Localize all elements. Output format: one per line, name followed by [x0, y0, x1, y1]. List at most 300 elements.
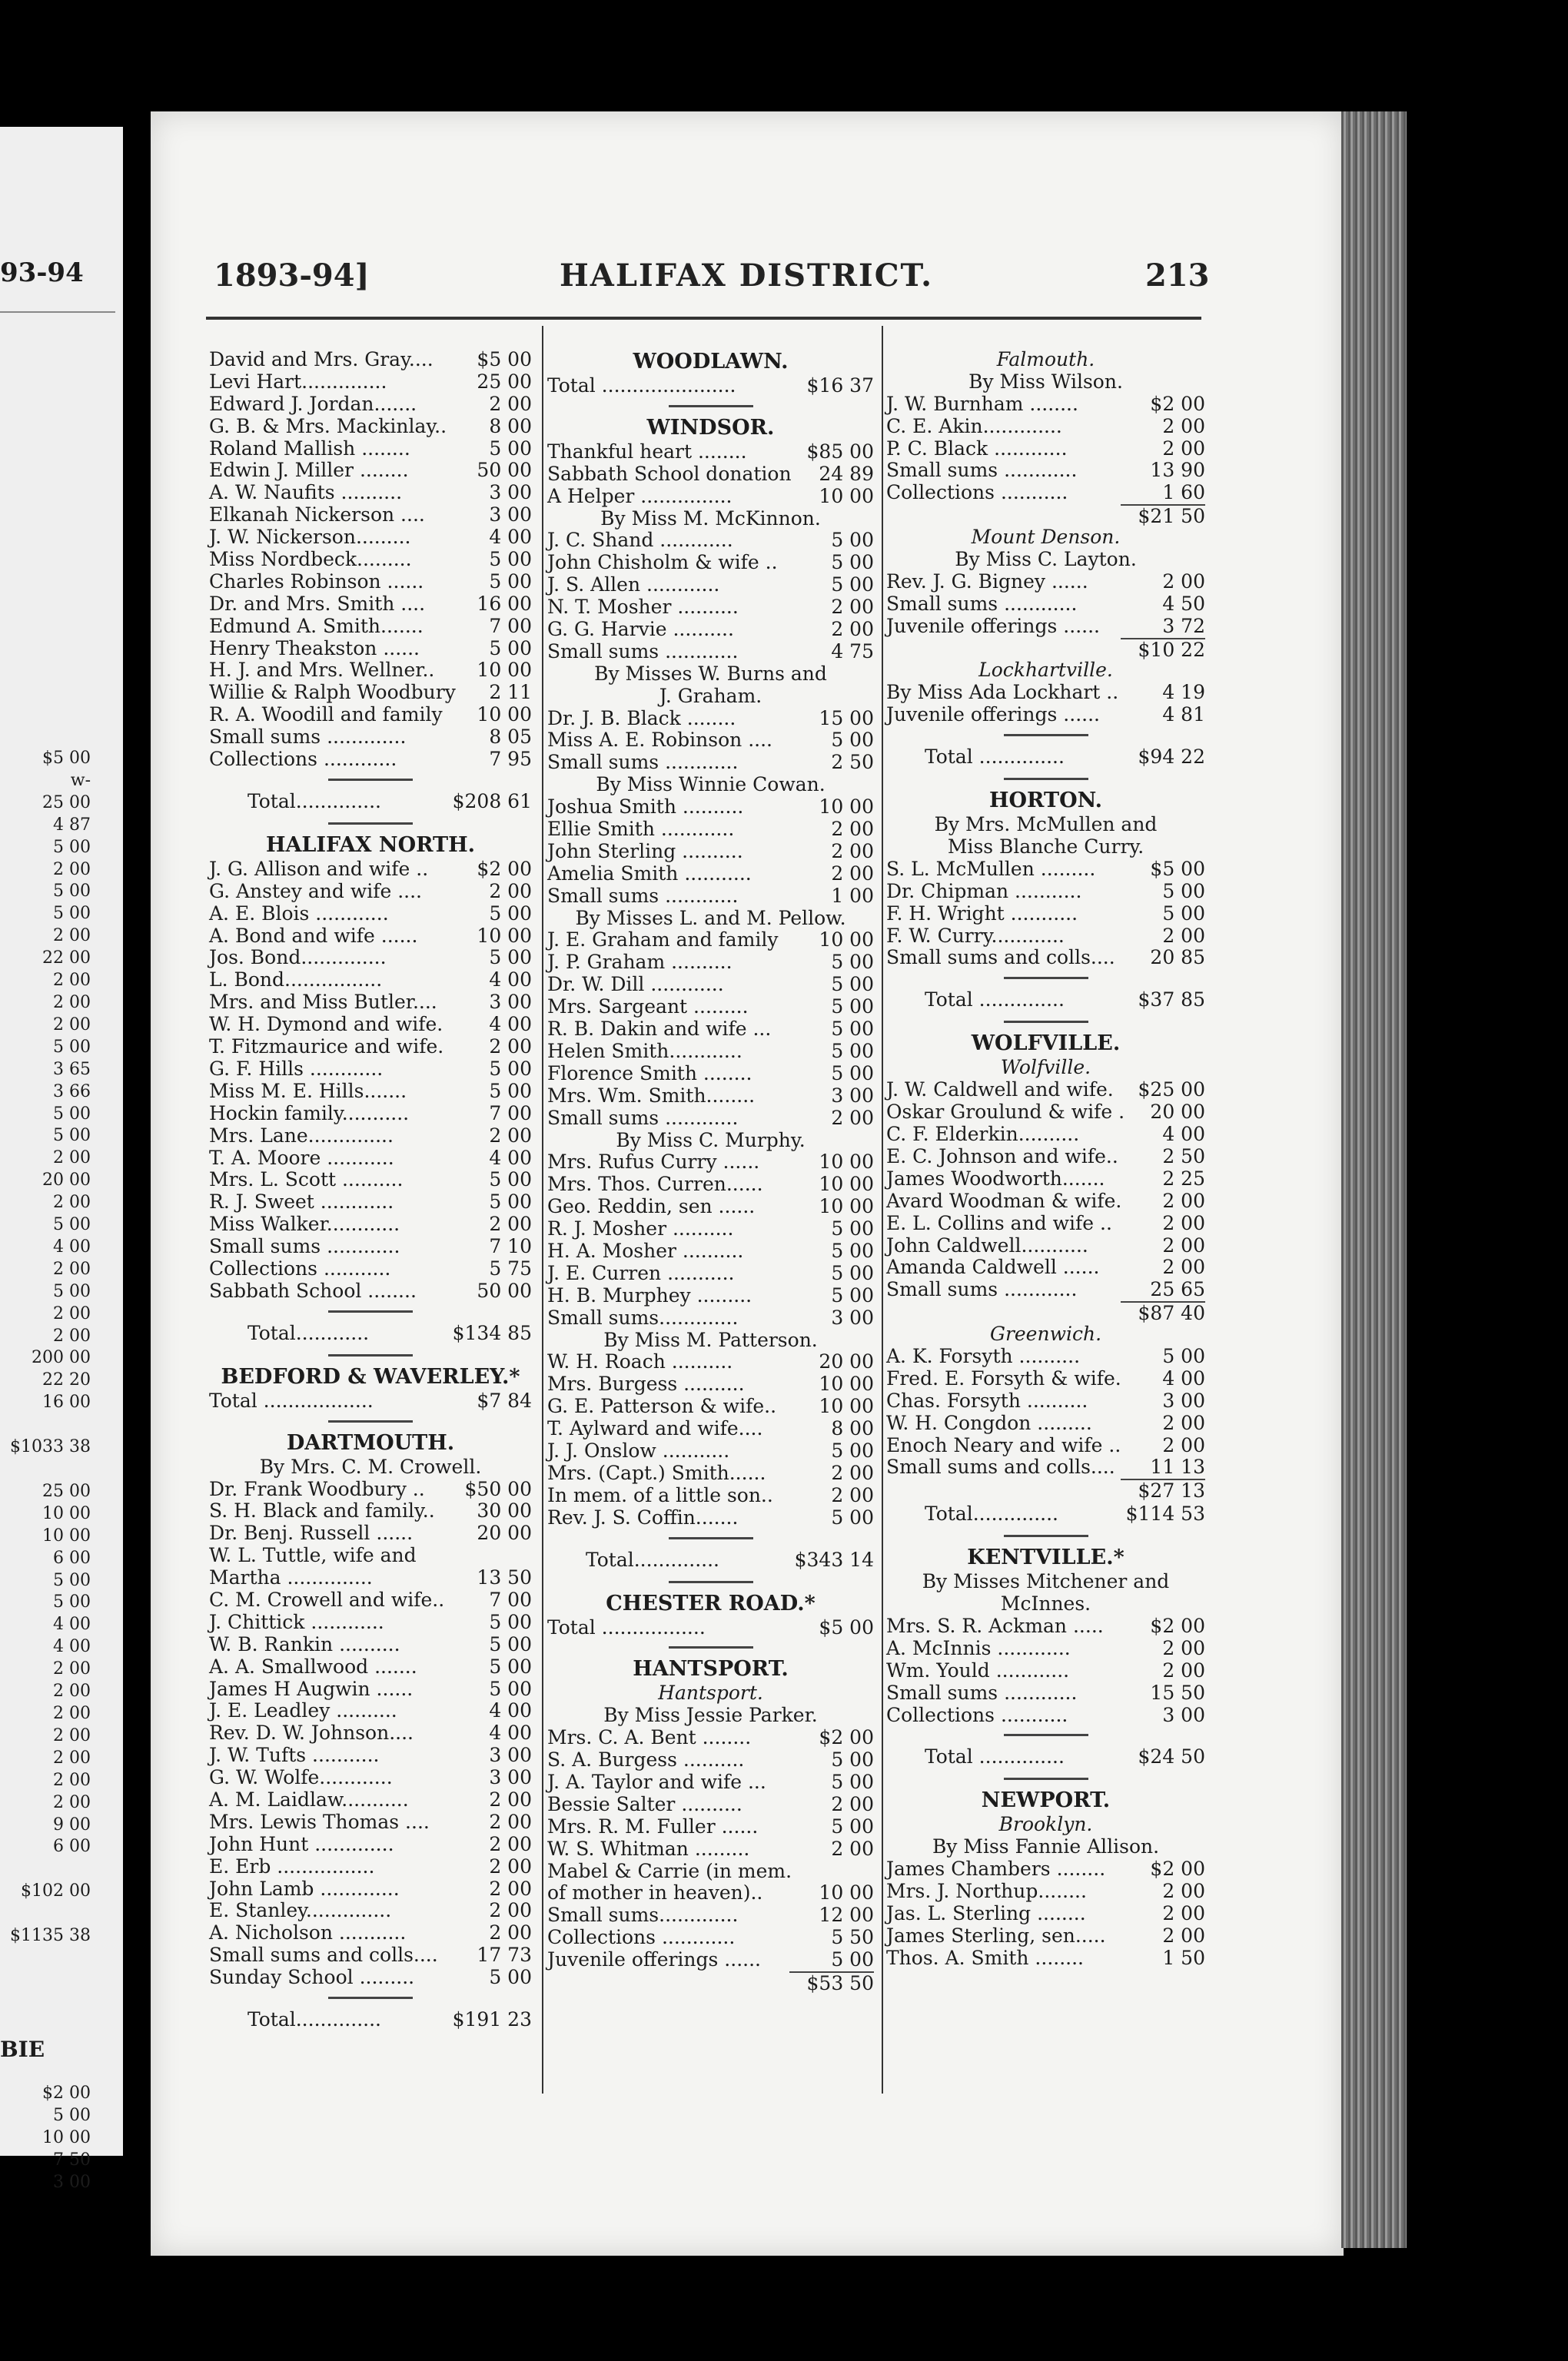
entry-name: A. A. Smallwood .......	[209, 1655, 417, 1678]
entry-amount: 2 00	[1162, 1636, 1205, 1659]
entry-amount: 5 00	[831, 1217, 874, 1240]
total-row: Total .............. $24 50	[925, 1745, 1205, 1768]
entry-name: Willie & Ralph Woodbury	[209, 681, 456, 704]
rule	[328, 1420, 413, 1423]
amount-line: 25 00	[42, 1481, 91, 1501]
entry-name: Mrs. Rufus Curry ......	[547, 1151, 760, 1174]
total-row: Total.............. $191 23	[247, 2008, 532, 2031]
amount-line: 2 00	[53, 1703, 91, 1723]
entry-amount	[812, 1861, 874, 1883]
entry-name: A. K. Forsyth ..........	[886, 1344, 1081, 1367]
entry-name: Dr. Chipman ...........	[886, 879, 1082, 902]
amount-line: 2 00	[53, 1725, 91, 1745]
entry-name: of mother in heaven)..	[547, 1881, 763, 1904]
amount-line: 2 00	[53, 1682, 91, 1702]
amount-line: 2 00	[53, 1770, 91, 1790]
amount-line: 200 00	[32, 1348, 91, 1368]
entry-name: In mem. of a little son..	[547, 1483, 773, 1506]
amount-line: 5 00	[53, 1126, 91, 1146]
book-page-edges	[1341, 111, 1407, 2248]
entry-name: W. L. Tuttle, wife and	[209, 1544, 417, 1567]
total-row: Total............ $134 85	[247, 1321, 532, 1344]
rule	[669, 1581, 753, 1583]
entry-amount: 5 00	[831, 529, 874, 552]
list-item	[547, 1085, 874, 1107]
entry-name: C. F. Elderkin..........	[886, 1123, 1080, 1146]
amount-line: 22 00	[42, 948, 91, 968]
list-item	[886, 947, 1205, 969]
list-item	[547, 641, 874, 663]
entry-amount: 24 89	[819, 462, 874, 485]
entry-amount: $2 00	[1150, 1614, 1205, 1637]
entry-amount: 4 00	[489, 1013, 532, 1036]
entry-amount: $2 00	[1150, 392, 1205, 415]
list-item	[547, 1396, 874, 1418]
entry-amount: 2 00	[489, 1810, 532, 1833]
amount-line: 4 87	[53, 815, 91, 835]
collector-line: By Misses Mitchener and	[922, 1570, 1170, 1593]
entry-name: J. G. Allison and wife ..	[209, 857, 429, 880]
list-item	[547, 819, 874, 841]
column-3	[886, 349, 1205, 1970]
entry-amount: 5 00	[831, 1261, 874, 1284]
entry-amount: 2 00	[489, 1899, 532, 1922]
amount-line: 22 20	[42, 1370, 91, 1390]
entry-name: James Chambers ........	[886, 1858, 1106, 1881]
entry-amount: 30 00	[477, 1499, 532, 1523]
entry-name: Small sums.............	[547, 1306, 739, 1329]
entry-name: Levi Hart..............	[209, 370, 387, 393]
list-item	[547, 885, 874, 908]
total-row: Total.............. $343 14	[586, 1548, 874, 1571]
list-item	[547, 1218, 874, 1240]
rule	[1004, 1021, 1088, 1023]
list-item	[209, 571, 532, 593]
entry-amount: 4 00	[1162, 1123, 1205, 1146]
list-item	[886, 1390, 1205, 1413]
entry-name: Mrs. J. Northup........	[886, 1880, 1087, 1903]
rule	[669, 1537, 753, 1539]
entry-name: Miss Walker............	[209, 1213, 400, 1236]
entry-name: Sabbath School donation	[547, 462, 792, 485]
column-2	[547, 349, 874, 1994]
list-item	[886, 925, 1205, 948]
total-row: Total.............. $114 53	[925, 1503, 1205, 1526]
list-item	[547, 1240, 874, 1263]
list-item	[886, 1435, 1205, 1457]
list-item	[209, 438, 532, 460]
column-divider-1	[542, 326, 543, 2094]
entry-amount: 5 00	[831, 1506, 874, 1529]
entry-name: G. Anstey and wife ....	[209, 879, 423, 902]
list-item	[209, 858, 532, 881]
amount-line: 2 00	[53, 1792, 91, 1812]
entry-amount: 5 00	[489, 437, 532, 460]
list-item	[547, 1418, 874, 1440]
list-item	[547, 1373, 874, 1396]
subtotal: $10 22	[886, 638, 1205, 660]
entry-amount: 2 00	[831, 618, 874, 641]
entry-name: Small sums and colls....	[209, 1944, 438, 1967]
header-rule	[206, 317, 1201, 320]
list-item	[209, 1036, 532, 1058]
entry-name: By Miss Ada Lockhart ..	[886, 681, 1119, 704]
list-item	[209, 1103, 532, 1125]
list-item	[547, 796, 874, 819]
amount-line: 2 00	[53, 971, 91, 991]
entry-name: J. E. Curren ...........	[547, 1261, 735, 1284]
entry-name: Geo. Reddin, sen ......	[547, 1195, 756, 1218]
amount-line: 20 00	[42, 1171, 91, 1190]
amount-line	[0, 1858, 91, 1881]
entry-amount: 3 00	[489, 1766, 532, 1789]
list-item	[886, 903, 1205, 925]
amount-line: 2 00	[53, 1303, 91, 1323]
entry-name: Mrs. and Miss Butler....	[209, 991, 437, 1014]
entry-name: Small sums ............	[547, 884, 739, 907]
list-item	[547, 1285, 874, 1307]
list-item	[209, 1834, 532, 1856]
entry-amount: 12 00	[819, 1904, 874, 1927]
list-item	[547, 1174, 874, 1196]
list-item	[547, 552, 874, 574]
entry-amount: 1 50	[1162, 1946, 1205, 1969]
entry-name: Mrs. Lewis Thomas ....	[209, 1810, 430, 1833]
collector-line: By Miss Winnie Cowan.	[596, 773, 826, 796]
rule	[1004, 1734, 1088, 1736]
amount-line: 6 00	[53, 1837, 91, 1857]
entry-amount: 8 00	[489, 414, 532, 437]
entry-amount: 8 00	[831, 1417, 874, 1440]
section-heading: WINDSOR.	[646, 415, 775, 440]
entry-name: G. E. Patterson & wife..	[547, 1395, 777, 1418]
list-item	[547, 1949, 874, 1971]
total-row: Total ................. $5 00	[547, 1616, 874, 1639]
entry-name: Thankful heart ........	[547, 440, 747, 463]
entry-name: Chas. Forsyth ..........	[886, 1389, 1088, 1412]
list-item	[209, 925, 532, 948]
amount-line: $2 00	[42, 2084, 91, 2103]
entry-name: G. F. Hills ............	[209, 1057, 384, 1080]
entry-amount: 2 11	[489, 681, 532, 704]
entry-amount: 2 00	[831, 1483, 874, 1506]
collector-line: By Mrs. C. M. Crowell.	[259, 1455, 482, 1478]
entry-name: Mrs. L. Scott ..........	[209, 1168, 404, 1191]
entry-amount: 2 00	[1162, 1411, 1205, 1434]
entry-name: Mrs. Thos. Curren......	[547, 1173, 763, 1196]
list-item	[209, 371, 532, 394]
list-item	[886, 1660, 1205, 1682]
list-item	[209, 659, 532, 682]
list-item	[209, 638, 532, 660]
amount-line: 5 00	[53, 882, 91, 902]
entry-name: L. Bond................	[209, 968, 383, 991]
entry-amount: 17 73	[477, 1944, 532, 1967]
list-item	[547, 1307, 874, 1330]
amount-line: 7 50	[53, 2150, 91, 2170]
entry-amount: 5 00	[831, 1948, 874, 1971]
entry-amount: $25 00	[1138, 1078, 1205, 1101]
entry-name: Ellie Smith ............	[547, 818, 735, 841]
list-item	[209, 947, 532, 969]
entry-name: Collections ...........	[209, 1257, 391, 1280]
entry-amount: 5 00	[831, 995, 874, 1018]
entry-name: Hockin family...........	[209, 1101, 410, 1124]
list-item	[547, 752, 874, 774]
entry-name: Dr. J. B. Black ........	[547, 706, 736, 729]
entry-amount: 4 00	[489, 1722, 532, 1745]
amount-line: 5 00	[53, 1215, 91, 1235]
amount-line: 5 00	[53, 1281, 91, 1301]
rule	[1004, 734, 1088, 736]
list-item	[209, 1523, 532, 1545]
entry-amount: 13 90	[1150, 459, 1205, 482]
amount-line: 2 00	[53, 992, 91, 1012]
list-item	[886, 616, 1205, 638]
previous-page-header: 93-94	[0, 257, 84, 288]
list-item	[209, 1014, 532, 1036]
entry-amount	[470, 1545, 532, 1567]
collector-line: By Miss M. McKinnon.	[600, 506, 821, 530]
entry-name: A. Nicholson ...........	[209, 1921, 407, 1944]
entry-name: Mrs. C. A. Bent ........	[547, 1726, 752, 1749]
collector-line: By Miss C. Murphy.	[616, 1128, 806, 1151]
list-item	[886, 416, 1205, 438]
list-item	[547, 1196, 874, 1218]
list-item	[209, 460, 532, 482]
collector-line: By Miss Fannie Allison.	[932, 1835, 1160, 1858]
entry-amount: 1 60	[1162, 481, 1205, 504]
list-item	[209, 682, 532, 704]
entry-amount: 5 00	[831, 1815, 874, 1838]
entry-amount: 2 25	[1162, 1167, 1205, 1190]
entry-amount: 2 00	[1162, 924, 1205, 947]
entry-name: Small sums and colls....	[886, 1456, 1115, 1479]
list-item	[209, 969, 532, 991]
list-item	[209, 1679, 532, 1701]
entry-amount: 3 00	[489, 503, 532, 526]
list-item	[547, 1727, 874, 1749]
entry-name: G. G. Harvie ..........	[547, 618, 734, 641]
total-row: Total ...................... $16 37	[547, 374, 874, 397]
list-item	[209, 1058, 532, 1081]
list-item	[547, 1507, 874, 1529]
entry-amount: 2 00	[489, 1213, 532, 1236]
list-item	[547, 1882, 874, 1904]
list-item	[209, 1967, 532, 1989]
entry-name: Juvenile offerings ......	[547, 1948, 761, 1971]
entry-amount: $85 00	[806, 440, 874, 463]
collector-line: By Mrs. McMullen and	[934, 813, 1158, 836]
entry-name: R. B. Dakin and wife ...	[547, 1018, 772, 1041]
entry-name: Oskar Groulund & wife .	[886, 1101, 1125, 1124]
list-item	[886, 1948, 1205, 1970]
section-heading: BEDFORD & WAVERLEY.*	[221, 1364, 520, 1389]
rule	[328, 822, 413, 825]
amount-line: 10 00	[42, 2127, 91, 2147]
page-year: 1893-94]	[214, 257, 370, 294]
list-item	[209, 1767, 532, 1789]
entry-name: T. Aylward and wife....	[547, 1417, 763, 1440]
amount-line	[0, 1414, 91, 1436]
list-item	[886, 1101, 1205, 1124]
entry-name: Elkanah Nickerson ....	[209, 503, 425, 526]
amount-line: 2 00	[53, 859, 91, 879]
entry-name: A. Bond and wife ......	[209, 924, 418, 947]
section-heading: NEWPORT.	[981, 1788, 1111, 1813]
entry-amount: 2 00	[1162, 1189, 1205, 1212]
entry-amount: 2 00	[1162, 1659, 1205, 1682]
entry-amount: 8 05	[489, 726, 532, 749]
entry-amount: 5 00	[489, 548, 532, 571]
entry-name: Helen Smith............	[547, 1039, 742, 1062]
entry-amount: 5 00	[489, 1168, 532, 1191]
list-item	[547, 1440, 874, 1463]
entry-name: Mabel & Carrie (in mem.	[547, 1859, 792, 1882]
entry-amount: 20 00	[1150, 1101, 1205, 1124]
amount-line: 5 00	[53, 1037, 91, 1057]
entry-amount: 3 00	[489, 991, 532, 1014]
list-item	[209, 1081, 532, 1103]
entry-name: S. A. Burgess ..........	[547, 1748, 745, 1772]
entry-name: Juvenile offerings ......	[886, 703, 1100, 726]
entry-amount: 7 00	[489, 614, 532, 637]
list-item	[209, 726, 532, 749]
entry-name: J. P. Graham ..........	[547, 951, 733, 974]
list-item	[886, 682, 1205, 704]
entry-name: Dr. and Mrs. Smith ....	[209, 592, 426, 615]
rule	[669, 405, 753, 407]
amount-line: 2 00	[53, 1148, 91, 1168]
entry-name: W. H. Roach ..........	[547, 1350, 733, 1373]
list-item	[886, 593, 1205, 616]
entry-amount: 20 00	[477, 1522, 532, 1545]
entry-amount: 4 19	[1162, 681, 1205, 704]
list-item	[547, 841, 874, 863]
list-item	[886, 1190, 1205, 1213]
rule	[1004, 1778, 1088, 1780]
list-item	[886, 858, 1205, 881]
entry-amount: 1 00	[831, 884, 874, 907]
list-item	[886, 1858, 1205, 1881]
amount-line: 5 00	[53, 1592, 91, 1612]
entry-name: A. E. Blois ............	[209, 902, 389, 925]
entry-name: Small sums and colls....	[886, 946, 1115, 969]
entry-name: Mrs. R. M. Fuller ......	[547, 1815, 759, 1838]
entry-amount: 5 00	[489, 1655, 532, 1678]
entry-amount: 5 00	[489, 1966, 532, 1989]
entry-amount: 2 00	[1162, 414, 1205, 437]
section-heading: WOODLAWN.	[633, 350, 789, 374]
entry-name: Miss M. E. Hills.......	[209, 1079, 407, 1102]
list-item	[547, 951, 874, 974]
entry-name: W. S. Whitman .........	[547, 1837, 750, 1860]
section-heading: KENTVILLE.*	[967, 1546, 1125, 1570]
collector-line: Miss Blanche Curry.	[947, 835, 1144, 858]
list-item	[547, 596, 874, 619]
subtotal: $53 50	[547, 1971, 874, 1994]
list-item	[886, 1213, 1205, 1235]
subtotal: $21 50	[886, 504, 1205, 526]
list-item	[886, 1168, 1205, 1190]
entry-amount: 5 00	[831, 1748, 874, 1772]
rule	[328, 1354, 413, 1356]
list-item	[547, 1018, 874, 1041]
entry-amount: 15 50	[1150, 1681, 1205, 1704]
amount-line: 10 00	[42, 1526, 91, 1546]
entry-amount: 3 00	[831, 1306, 874, 1329]
list-item	[209, 1878, 532, 1901]
amount-line: 2 00	[53, 1748, 91, 1768]
entry-amount: $5 00	[477, 348, 532, 370]
entry-amount: 5 00	[489, 902, 532, 925]
entry-name: J. S. Allen ............	[547, 573, 720, 596]
rule	[1004, 977, 1088, 979]
section-heading: DARTMOUTH.	[286, 1430, 455, 1455]
list-item	[886, 1079, 1205, 1101]
entry-amount: 2 00	[1162, 1924, 1205, 1947]
entry-amount: 5 00	[489, 569, 532, 593]
entry-amount: $2 00	[1150, 1858, 1205, 1881]
entry-amount: 2 00	[831, 839, 874, 862]
entry-amount: 2 00	[489, 1877, 532, 1900]
list-item	[547, 1463, 874, 1485]
list-item	[547, 486, 874, 508]
subsection-heading: Greenwich.	[989, 1323, 1102, 1346]
list-item	[209, 1634, 532, 1656]
amount-line: 2 00	[53, 1326, 91, 1346]
entry-amount: 10 00	[819, 484, 874, 507]
entry-amount: 4 00	[489, 1699, 532, 1722]
rule	[328, 779, 413, 781]
list-item	[886, 1346, 1205, 1368]
entry-amount: 5 00	[489, 1057, 532, 1080]
entry-name: David and Mrs. Gray....	[209, 348, 434, 370]
entry-name: Juvenile offerings ......	[886, 614, 1100, 637]
entry-amount: 3 00	[489, 1744, 532, 1767]
subsection-heading: Falmouth.	[996, 348, 1095, 370]
entry-amount: 5 00	[831, 1018, 874, 1041]
column-1	[209, 349, 532, 2033]
entry-name: N. T. Mosher ..........	[547, 596, 739, 619]
subsection-heading: Hantsport.	[658, 1682, 763, 1705]
entry-amount: 5 00	[831, 1061, 874, 1084]
list-item	[209, 749, 532, 771]
entry-name: A. W. Naufits ..........	[209, 481, 403, 504]
entry-amount: 2 00	[831, 596, 874, 619]
entry-name: Dr. Frank Woodbury ..	[209, 1477, 425, 1500]
collector-line: By Miss Wilson.	[968, 370, 1123, 393]
amount-line: 2 00	[53, 1193, 91, 1213]
list-item	[209, 1191, 532, 1214]
list-item	[547, 1838, 874, 1861]
entry-name: J. W. Caldwell and wife.	[886, 1078, 1114, 1101]
entry-name: E. Erb ................	[209, 1855, 375, 1878]
entry-amount: 3 00	[1162, 1389, 1205, 1412]
entry-amount: 5 00	[1162, 902, 1205, 925]
entry-amount: 2 00	[489, 1855, 532, 1878]
entry-name: Roland Mallish ........	[209, 437, 410, 460]
list-item	[209, 1745, 532, 1767]
section-heading: WOLFVILLE.	[971, 1031, 1121, 1056]
entry-name: E. Stanley..............	[209, 1899, 392, 1922]
list-item	[886, 1279, 1205, 1301]
page-title: HALIFAX DISTRICT.	[560, 257, 934, 294]
entry-name: A Helper ...............	[547, 484, 733, 507]
entry-name: H. B. Murphey .........	[547, 1283, 752, 1307]
amount-line: 4 00	[53, 1615, 91, 1635]
entry-name: Henry Theakston ......	[209, 636, 420, 659]
